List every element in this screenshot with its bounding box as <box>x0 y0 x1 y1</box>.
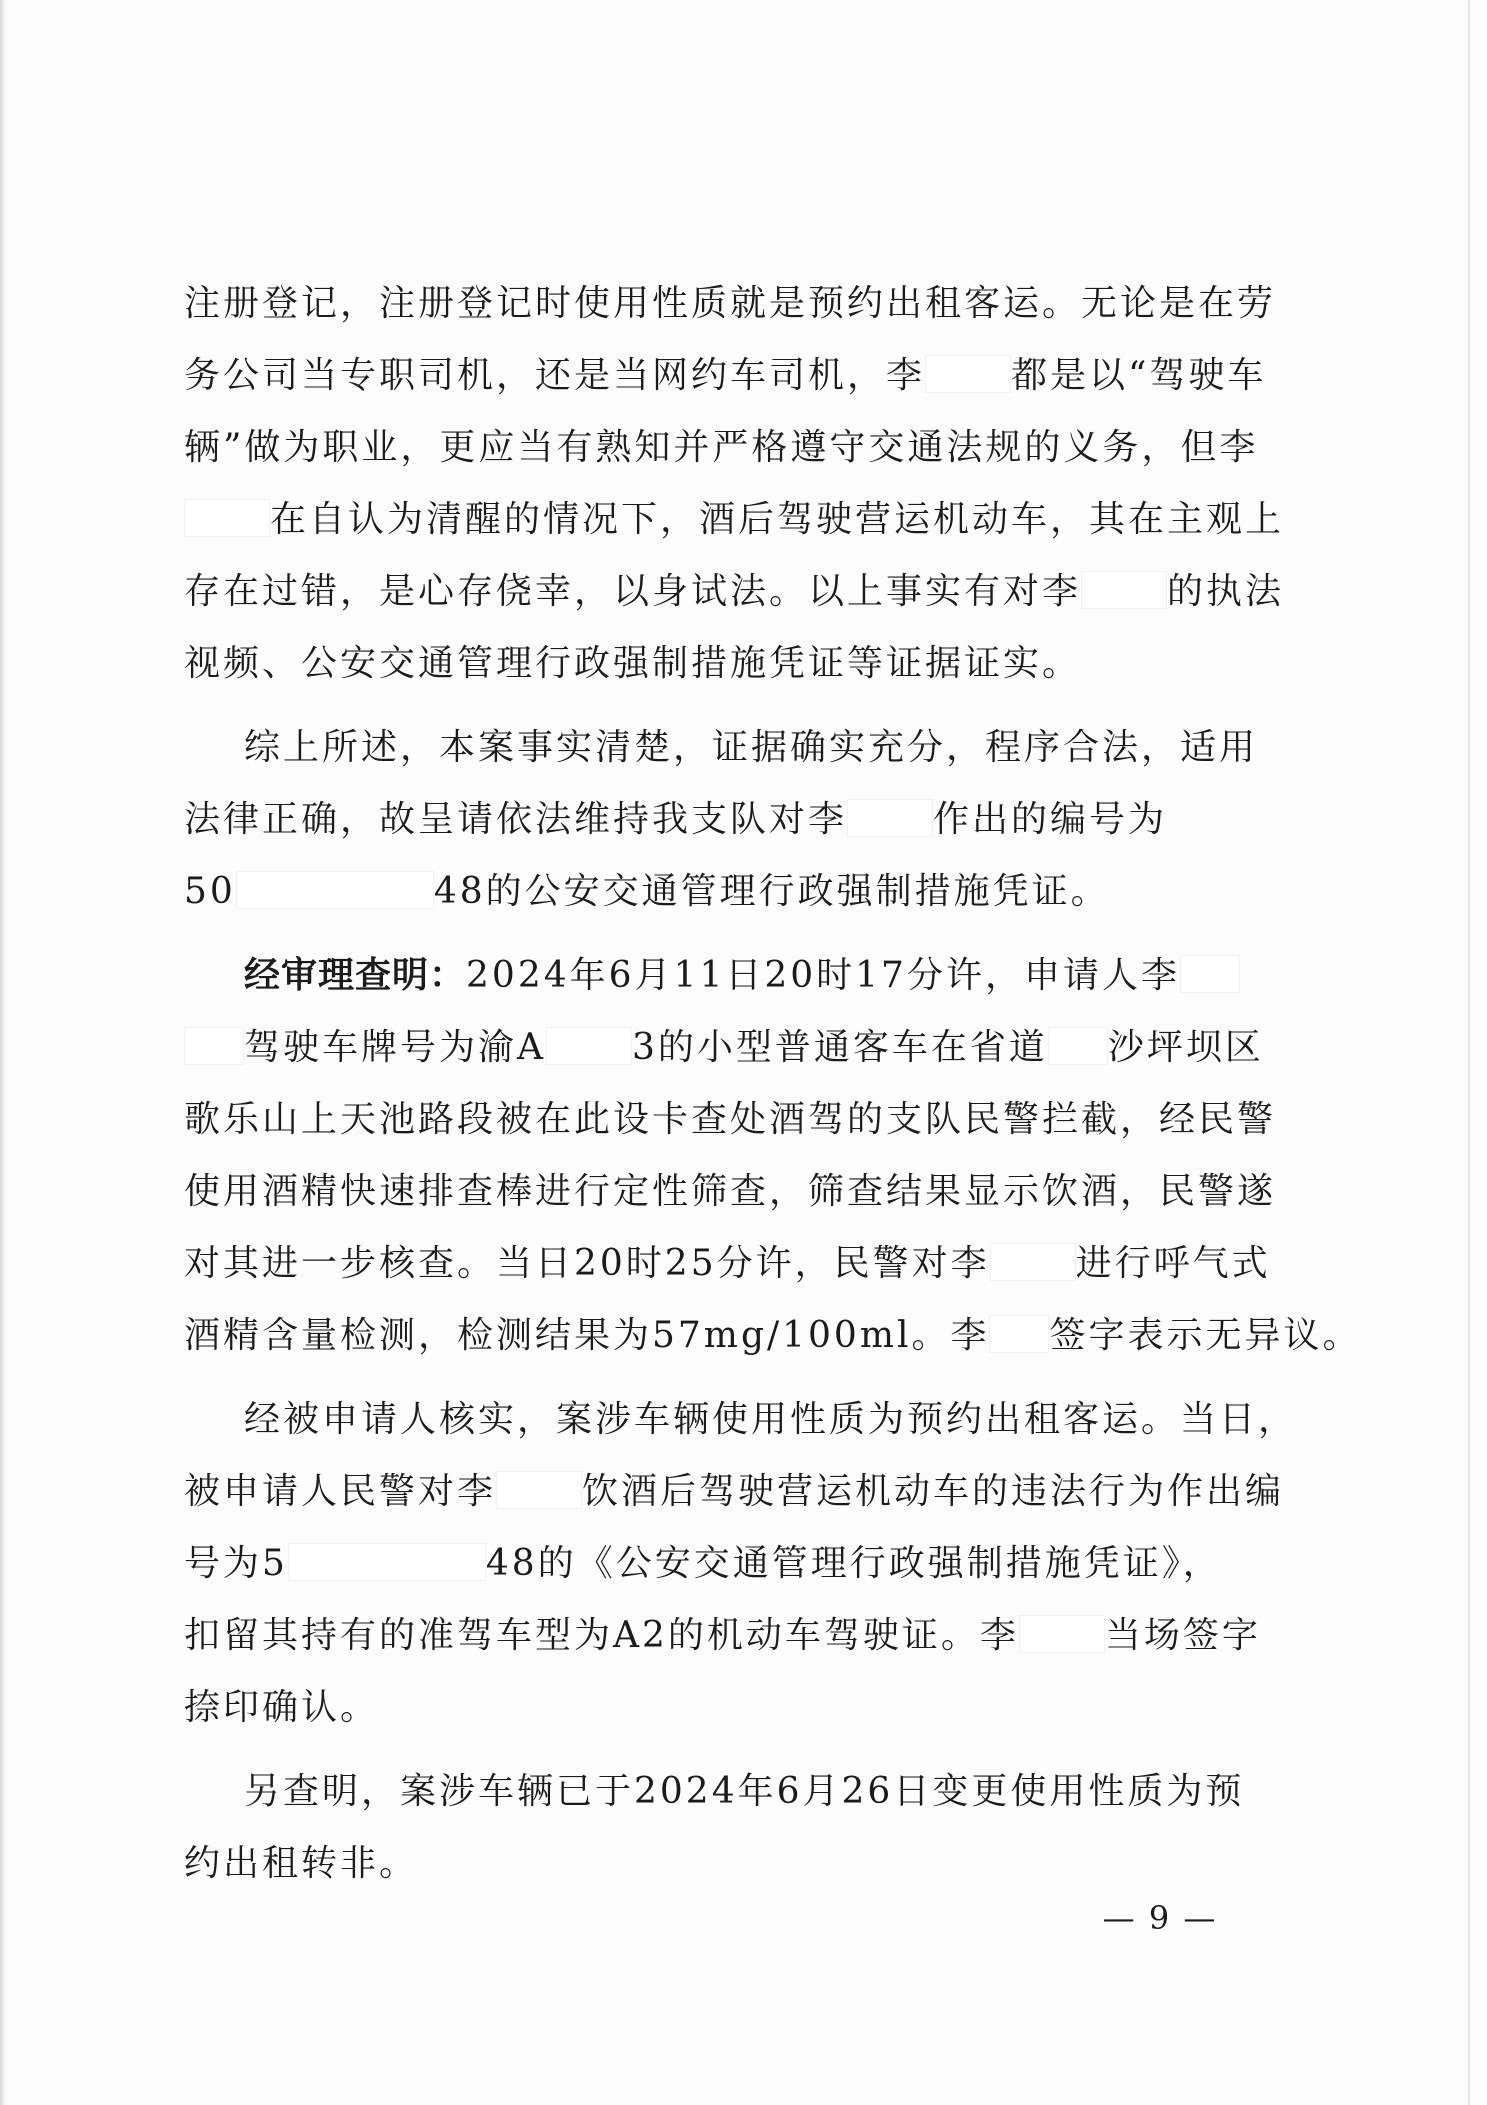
text-line: 酒精含量检测，检测结果为57mg/100ml。李 签字表示无异议。 <box>184 1315 1362 1356</box>
redaction-box <box>1048 1027 1108 1065</box>
text-line: 综上所述，本案事实清楚，证据确实充分，程序合法，适用 <box>244 727 1259 768</box>
redaction-box <box>990 1243 1076 1281</box>
scan-edge-shadow <box>0 0 6 2105</box>
page-number: — 9 — <box>1102 1899 1218 1937</box>
redaction-box <box>546 1027 632 1065</box>
text-line: 在自认为清醒的情况下，酒后驾驶营运机动车，其在主观上 <box>184 484 1302 556</box>
text-line: 视频、公安交通管理行政强制措施凭证等证据证实。 <box>184 643 1082 684</box>
redaction-box <box>288 1543 486 1581</box>
text-line: 经审理查明：2024年6月11日20时17分许，申请人李 <box>184 940 1302 1012</box>
redaction-box <box>184 1027 244 1065</box>
text-line: 务公司当专职司机，还是当网约车司机，李 都是以“驾驶车 <box>184 355 1267 396</box>
redaction-box <box>1180 955 1240 993</box>
redaction-box <box>496 1471 582 1509</box>
text-line: 约出租转非。 <box>184 1843 419 1884</box>
section-heading: 经审理查明： <box>244 955 467 996</box>
text-line: 注册登记，注册登记时使用性质就是预约出租客运。无论是在劳 <box>184 283 1277 324</box>
redaction-box <box>847 799 933 837</box>
document-body <box>184 268 1362 1900</box>
text-line: 法律正确，故呈请依法维持我支队对李 作出的编号为 <box>184 799 1168 840</box>
redaction-box <box>236 871 434 909</box>
text-line: 号为5 48的《公安交通管理行政强制措施凭证》， <box>184 1543 1222 1584</box>
text-line: 存在过错，是心存侥幸，以身试法。以上事实有对李 的执法 <box>184 571 1285 612</box>
text-line: 歌乐山上天池路段被在此设卡查处酒驾的支队民警拦截，经民警 <box>184 1099 1277 1140</box>
text-line: 经被申请人核实，案涉车辆使用性质为预约出租客运。当日， <box>244 1399 1298 1440</box>
redaction-box <box>1081 571 1167 609</box>
redaction-box <box>925 355 1011 393</box>
redaction-box <box>1019 1615 1105 1653</box>
text-line: 50 48的公安交通管理行政强制措施凭证。 <box>184 871 1110 912</box>
text-line: 驾驶车牌号为渝A 3的小型普通客车在省道 沙坪坝区 <box>184 1012 1302 1084</box>
text-line: 对其进一步核查。当日20时25分许，民警对李 进行呼气式 <box>184 1243 1271 1284</box>
text-line: 捺印确认。 <box>184 1687 380 1728</box>
redaction-box <box>989 1315 1049 1353</box>
text-line: 另查明，案涉车辆已于2024年6月26日变更使用性质为预 <box>244 1771 1245 1812</box>
redaction-box <box>184 499 270 537</box>
text-line: 辆”做为职业，更应当有熟知并严格遵守交通法规的义务，但李 <box>184 427 1259 468</box>
text-line: 被申请人民警对李 饮酒后驾驶营运机动车的违法行为作出编 <box>184 1471 1285 1512</box>
text-line: 使用酒精快速排查棒进行定性筛查，筛查结果显示饮酒，民警遂 <box>184 1171 1277 1212</box>
scan-fold-line <box>1468 0 1470 2105</box>
text-line: 扣留其持有的准驾车型为A2的机动车驾驶证。李 当场签字 <box>184 1615 1261 1656</box>
